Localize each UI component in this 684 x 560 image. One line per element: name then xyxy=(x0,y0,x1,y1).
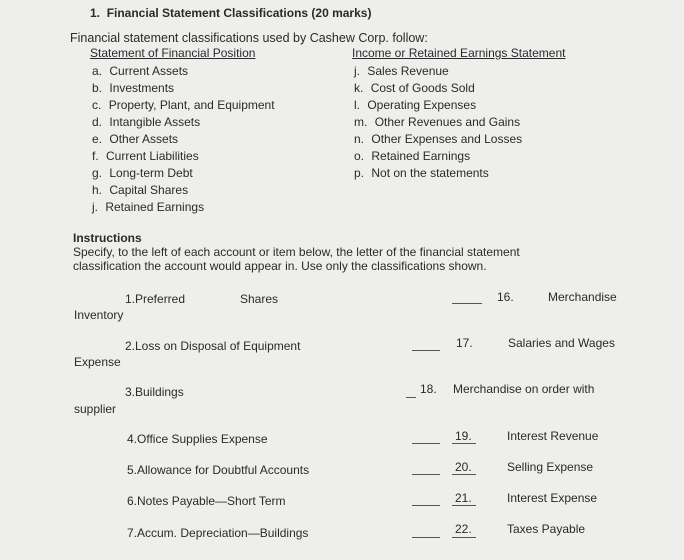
answer-blank-20[interactable] xyxy=(452,474,476,475)
account-19-label: Interest Revenue xyxy=(507,429,599,443)
account-18-number: 18. xyxy=(420,382,437,396)
list-item: m. Other Revenues and Gains xyxy=(354,115,521,129)
list-item: h. Capital Shares xyxy=(92,183,189,197)
account-1-label: 1.Preferred xyxy=(125,292,186,306)
account-22-number: 22. xyxy=(455,522,472,536)
answer-blank-6[interactable] xyxy=(412,505,440,506)
question-title xyxy=(90,6,371,20)
answer-blank-5[interactable] xyxy=(412,474,440,475)
account-1-continuation: Inventory xyxy=(74,308,124,322)
account-7-label: 7.Accum. Depreciation—Buildings xyxy=(127,526,309,540)
account-22-label: Taxes Payable xyxy=(507,522,586,536)
account-3-label: 3.Buildings xyxy=(125,385,184,399)
list-item: f. Current Liabilities xyxy=(92,149,199,163)
list-item: d. Intangible Assets xyxy=(92,115,201,129)
list-item: l. Operating Expenses xyxy=(354,98,477,112)
answer-blank-1[interactable] xyxy=(452,303,482,304)
list-item: o. Retained Earnings xyxy=(354,149,471,163)
answer-blank-22[interactable] xyxy=(452,537,476,538)
account-18-label: Merchandise on order with xyxy=(453,382,595,396)
list-item: n. Other Expenses and Losses xyxy=(354,132,523,146)
list-item: k. Cost of Goods Sold xyxy=(354,81,475,95)
list-item: b. Investments xyxy=(92,81,175,95)
account-21-number: 21. xyxy=(455,491,472,505)
instructions-heading: Instructions xyxy=(73,231,142,245)
account-16-number: 16. xyxy=(497,290,514,304)
account-4-label: 4.Office Supplies Expense xyxy=(127,432,268,446)
answer-blank-3[interactable] xyxy=(406,397,416,398)
account-3-continuation: supplier xyxy=(74,402,117,416)
account-5-label: 5.Allowance for Doubtful Accounts xyxy=(127,463,310,477)
right-column-header: Income or Retained Earnings Statement xyxy=(352,46,566,60)
list-item: p. Not on the statements xyxy=(354,166,489,180)
account-20-number: 20. xyxy=(455,460,472,474)
list-item: j. Retained Earnings xyxy=(92,200,205,214)
answer-blank-21[interactable] xyxy=(452,505,476,506)
account-17-number: 17. xyxy=(456,336,473,350)
question-number: 1. xyxy=(90,6,101,20)
answer-blank-4[interactable] xyxy=(412,443,440,444)
answer-blank-19[interactable] xyxy=(452,443,476,444)
question-title-text: Financial Statement Classifications (20 marks) xyxy=(106,6,372,20)
account-19-number: 19. xyxy=(455,429,472,443)
intro-text: Financial statement classifications used by Cashew Corp. follow: xyxy=(70,31,428,45)
list-item: c. Property, Plant, and Equipment xyxy=(92,98,275,112)
instructions-line-2: classification the account would appear in. Use only the classifications shown. xyxy=(73,259,487,273)
account-21-label: Interest Expense xyxy=(507,491,598,505)
left-column-header: Statement of Financial Position xyxy=(90,46,256,60)
account-16-label: Merchandise xyxy=(548,290,617,304)
account-2-continuation: Expense xyxy=(74,355,121,369)
answer-blank-7[interactable] xyxy=(412,537,440,538)
account-6-label: 6.Notes Payable—Short Term xyxy=(127,494,286,508)
list-item: g. Long-term Debt xyxy=(92,166,193,180)
instructions-line-1: Specify, to the left of each account or item below, the letter of the financial statement xyxy=(73,245,520,259)
account-1-shares: Shares xyxy=(240,292,279,306)
list-item: e. Other Assets xyxy=(92,132,179,146)
answer-blank-2[interactable] xyxy=(412,350,440,351)
account-20-label: Selling Expense xyxy=(507,460,594,474)
account-17-label: Salaries and Wages xyxy=(508,336,615,350)
list-item: j. Sales Revenue xyxy=(354,64,449,78)
account-2-label: 2.Loss on Disposal of Equipment xyxy=(125,339,301,353)
list-item: a. Current Assets xyxy=(92,64,189,78)
